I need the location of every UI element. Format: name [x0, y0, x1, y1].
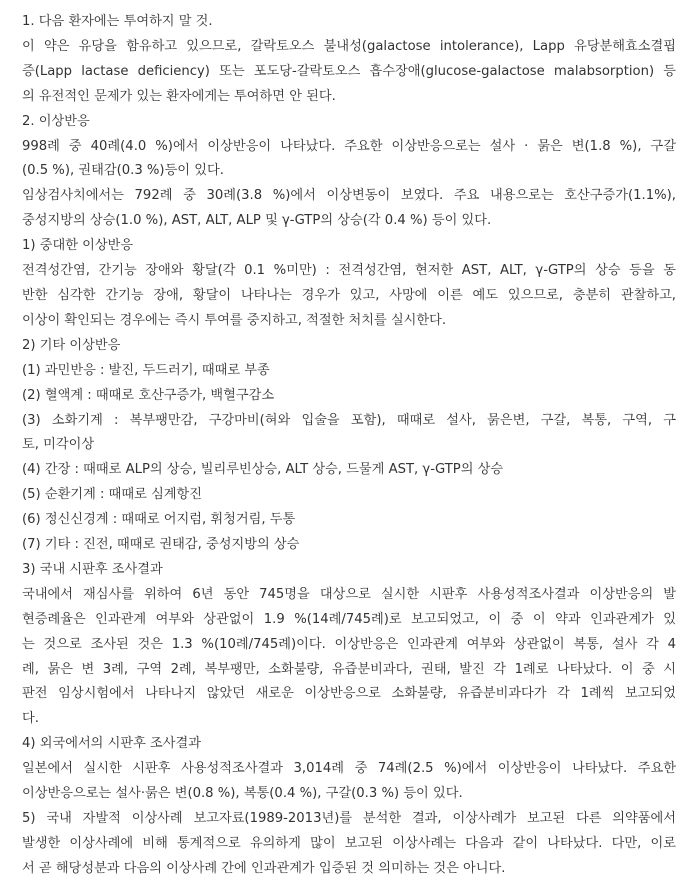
text-line: 발생한 이상사례에 비해 통계적으로 유의하게 많이 보고된 이상사례는 다음과 같이 나타났다. 다만, 이로 — [22, 835, 676, 851]
text-line: 임상검사치에서는 792례 중 30례(3.8 %)에서 이상변동이 보였다. 주요 내용으로는 호산구증가(1.1%), — [22, 188, 676, 204]
text-line: 1. 다음 환자에는 투여하지 말 것. — [22, 14, 213, 29]
text-line: (4) 간장 : 때때로 ALP의 상승, 빌리루빈상승, ALT 상승, 드물게 AST, γ-GTP의 상승 — [22, 462, 504, 478]
text-line: (7) 기타 : 진전, 때때로 권태감, 중성지방의 상승 — [22, 537, 300, 553]
text-line: 는 것으로 조사된 것은 1.3 %(10례/745례)이다. 이상반응은 인과관계 여부와 상관없이 복통, 설사 각 4 — [22, 636, 676, 652]
document-body — [22, 10, 676, 882]
text-line: 의 유전적인 문제가 있는 환자에게는 투여하면 안 된다. — [22, 88, 336, 104]
text-line: 3) 국내 시판후 조사결과 — [22, 561, 163, 577]
text-line: 반한 심각한 간기능 장애, 황달이 나타나는 경우가 있고, 사망에 이른 예도 있으므로, 충분히 관찰하고, — [22, 287, 676, 303]
text-line: 다. — [22, 711, 39, 727]
text-line: 례, 묽은 변 3례, 구역 2례, 복부팽만, 소화불량, 유즙분비과다, 권태, 발진 각 1례로 나타났다. 이 중 시 — [22, 661, 676, 677]
text-line: 현증례율은 인과관계 여부와 상관없이 1.9 %(14례/745례)로 보고되었고, 이 중 이 약과 인과관계가 있 — [22, 611, 676, 627]
text-line: (1) 과민반응 : 발진, 두드러기, 때때로 부종 — [22, 362, 270, 378]
text-line: 2) 기타 이상반응 — [22, 337, 121, 353]
text-line: 일본에서 실시한 시판후 사용성적조사결과 3,014례 중 74례(2.5 %)에서 이상반응이 나타났다. 주요한 — [22, 761, 676, 777]
text-line: (5) 순환기계 : 때때로 심계항진 — [22, 487, 203, 503]
text-line: 중성지방의 상승(1.0 %), AST, ALT, ALP 및 γ-GTP의 상승(각 0.4 %) 등이 있다. — [22, 213, 492, 229]
text-line: (2) 혈액계 : 때때로 호산구증가, 백혈구감소 — [22, 387, 275, 403]
text-line: 이상이 확인되는 경우에는 즉시 투여를 중지하고, 적절한 처치를 실시한다. — [22, 312, 447, 328]
text-line: 이상반응으로는 설사·묽은 변(0.8 %), 복통(0.4 %), 구갈(0.3 %) 등이 있다. — [22, 786, 463, 802]
text-line: 998례 중 40례(4.0 %)에서 이상반응이 나타났다. 주요한 이상반응으로는 설사 · 묽은 변(1.8 %), 구갈 — [22, 138, 676, 154]
text-line: (6) 정신신경계 : 때때로 어지럼, 휘청거림, 두통 — [22, 512, 296, 528]
text-line: 토, 미각이상 — [22, 437, 95, 453]
text-line: 판전 임상시험에서 나타나지 않았던 새로운 이상반응으로 소화불량, 유즙분비과다가 각 1례씩 보고되었 — [22, 686, 676, 702]
text-line: 증(Lapp lactase deficiency) 또는 포도당-갈락토오스 흡수장애(glucose-galactose malabsorption) 등 — [22, 63, 676, 79]
text-line: 5) 국내 자발적 이상사례 보고자료(1989-2013년)를 분석한 결과, 이상사례가 보고된 다른 의약품에서 — [22, 811, 676, 826]
text-line: 전격성간염, 간기능 장애와 황달(각 0.1 %미만) : 전격성간염, 현저한 AST, ALT, γ-GTP의 상승 등을 동 — [22, 263, 676, 279]
text-line: 서 곧 해당성분과 다음의 이상사례 간에 인과관계가 입증된 것 의미하는 것은 아니다. — [22, 860, 506, 876]
text-line: 4) 외국에서의 시판후 조사결과 — [22, 736, 201, 752]
text-line: 국내에서 재심사를 위하여 6년 동안 745명을 대상으로 실시한 시판후 사용성적조사결과 이상반응의 발 — [22, 586, 676, 602]
text-line: 이 약은 유당을 함유하고 있으므로, 갈락토오스 불내성(galactose intolerance), Lapp 유당분해효소결핍 — [22, 38, 676, 54]
text-line: 2. 이상반응 — [22, 113, 90, 129]
text-line: (0.5 %), 권태감(0.3 %)등이 있다. — [22, 163, 224, 179]
text-line: 1) 중대한 이상반응 — [22, 238, 134, 254]
text-line: (3) 소화기계 : 복부팽만감, 구강마비(혀와 입술을 포함), 때때로 설사, 묽은변, 구갈, 복통, 구역, 구 — [22, 412, 676, 428]
